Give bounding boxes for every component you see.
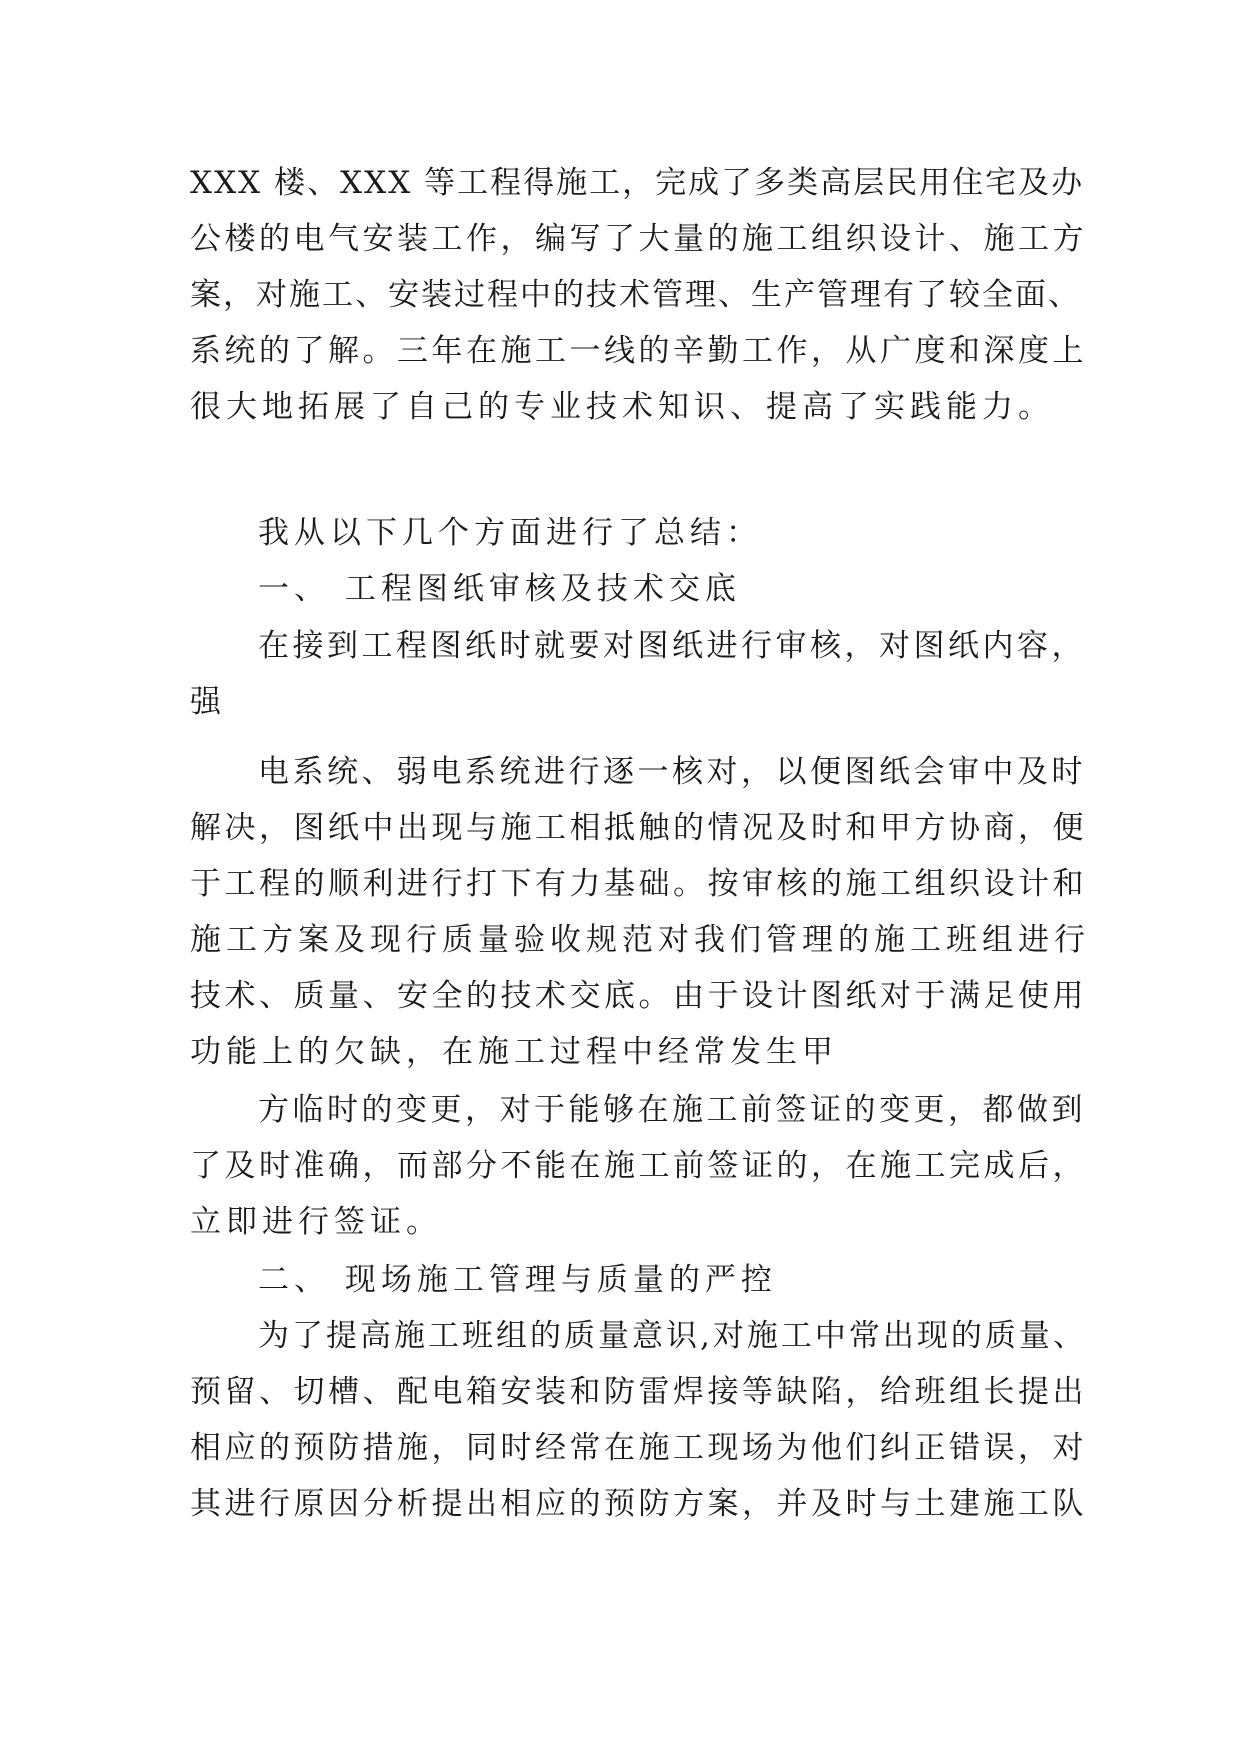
paragraph-line: 施工方案及现行质量验收规范对我们管理的施工班组进行 xyxy=(190,922,1090,958)
section-heading: 二、 现场施工管理与质量的严控 xyxy=(258,1262,777,1298)
paragraph-line: 其进行原因分析提出相应的预防方案，并及时与土建施工队 xyxy=(190,1486,1087,1522)
paragraph-line: 技术、质量、安全的技术交底。由于设计图纸对于满足使用 xyxy=(190,978,1087,1014)
paragraph-line: 电系统、弱电系统进行逐一核对，以便图纸会审中及时 xyxy=(258,754,1086,790)
paragraph-line: 为了提高施工班组的质量意识,对施工中常出现的质量、 xyxy=(258,1318,1087,1354)
section-heading: 一、 工程图纸审核及技术交底 xyxy=(258,571,741,607)
paragraph-line: 了及时准确，而部分不能在施工前签证的，在施工完成后， xyxy=(190,1148,1087,1184)
paragraph-line: 我从以下几个方面进行了总结： xyxy=(258,515,762,551)
paragraph-line: 于工程的顺利进行打下有力基础。按审核的施工组织设计和 xyxy=(190,866,1087,902)
paragraph-line: XXX 楼、XXX 等工程得施工，完成了多类高层民用住宅及办 xyxy=(190,165,1085,201)
paragraph-line: 强 xyxy=(190,684,226,720)
paragraph-line: 公楼的电气安装工作，编写了大量的施工组织设计、施工方 xyxy=(190,221,1087,257)
paragraph-line: 解决，图纸中出现与施工相抵触的情况及时和甲方协商，便 xyxy=(190,810,1087,846)
paragraph-line: 相应的预防措施，同时经常在施工现场为他们纠正错误，对 xyxy=(190,1430,1087,1466)
paragraph-line: 案，对施工、安装过程中的技术管理、生产管理有了较全面、 xyxy=(190,277,1081,313)
paragraph-line: 立即进行签证。 xyxy=(190,1204,442,1240)
paragraph-line: 系统的了解。三年在施工一线的辛勤工作，从广度和深度上 xyxy=(190,333,1087,369)
paragraph-line: 方临时的变更，对于能够在施工前签证的变更，都做到 xyxy=(258,1092,1086,1128)
paragraph-line: 很大地拓展了自己的专业技术知识、提高了实践能力。 xyxy=(190,389,1054,425)
paragraph-line: 功能上的欠缺，在施工过程中经常发生甲 xyxy=(190,1034,838,1070)
paragraph-line: 在接到工程图纸时就要对图纸进行审核，对图纸内容， xyxy=(258,628,1086,664)
paragraph-line: 预留、切槽、配电箱安装和防雷焊接等缺陷，给班组长提出 xyxy=(190,1374,1087,1410)
